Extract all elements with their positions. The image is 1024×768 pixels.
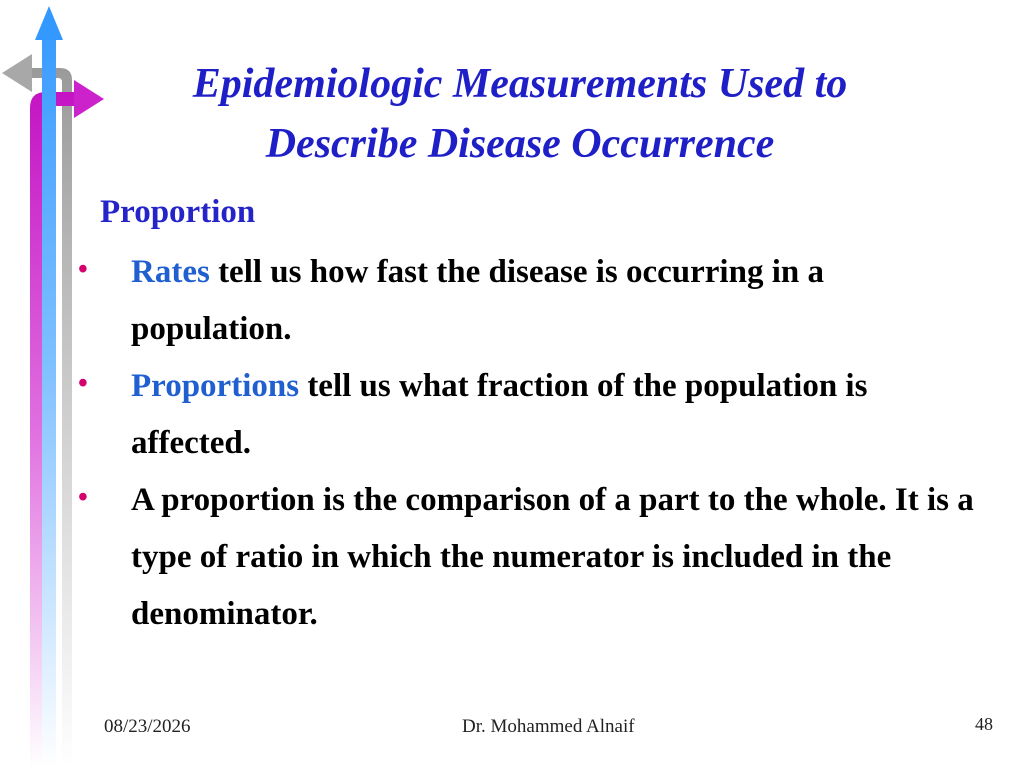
page-number: 48	[975, 714, 993, 734]
footer-date: 08/23/2026	[104, 716, 191, 737]
bullet-icon: •	[78, 482, 88, 513]
bullet-item-rates	[0, 244, 991, 358]
bullet-text: A proportion is the comparison of a part to the whole. It is a type of ratio in which the numerator is included in the denominator.	[131, 482, 974, 632]
bullet-text: tell us how fast the disease is occurring in a population.	[131, 254, 824, 347]
title-line-2: Describe Disease Occurrence	[265, 121, 775, 167]
bullet-icon: •	[78, 368, 88, 399]
bullet-list	[0, 244, 1024, 643]
bullet-icon: •	[78, 254, 88, 285]
bullet-keyword: Rates	[131, 254, 210, 290]
bullet-keyword: Proportions	[131, 368, 300, 404]
slide-title	[110, 54, 930, 174]
subheading: Proportion	[100, 194, 256, 230]
bullet-item-definition	[0, 472, 991, 643]
bullet-item-proportions	[0, 358, 991, 472]
title-line-1: Epidemiologic Measurements Used to	[192, 61, 848, 107]
bullet-text: tell us what fraction of the population is affected.	[131, 368, 868, 461]
footer-author: Dr. Mohammed Alnaif	[462, 716, 635, 737]
